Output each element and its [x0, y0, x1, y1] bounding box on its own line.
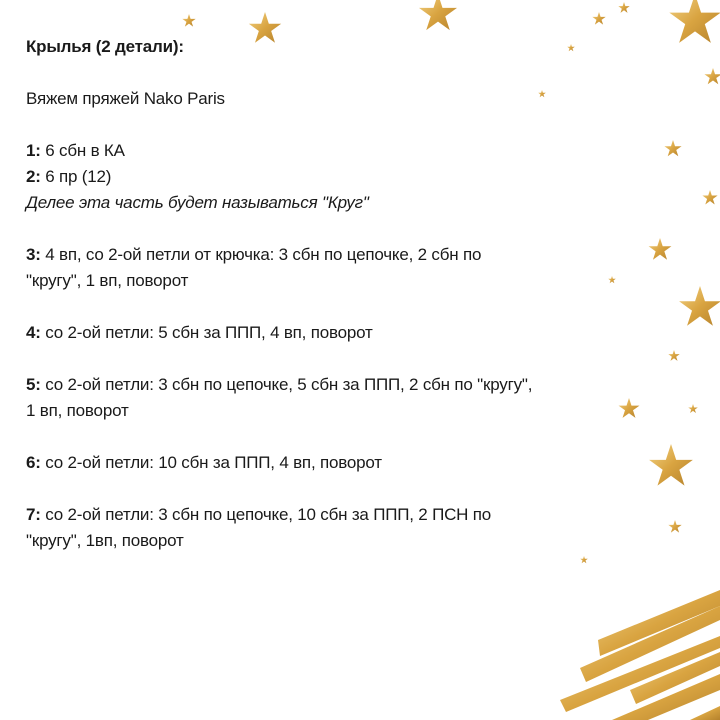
row-4: [26, 320, 626, 346]
row-number: 7:: [26, 505, 41, 524]
row-number: 2:: [26, 167, 41, 186]
star-icon: [668, 520, 681, 533]
row-number: 3:: [26, 245, 41, 264]
page-title: Крылья (2 детали):: [26, 37, 184, 56]
star-icon: [679, 286, 720, 326]
star-icon: [618, 2, 629, 13]
row-text: 6 сбн в КА: [40, 141, 125, 160]
star-icon: [669, 0, 720, 43]
pattern-text: [26, 34, 626, 554]
circle-note: Делее эта часть будет называться "Круг": [26, 193, 369, 212]
star-icon: [664, 140, 681, 156]
row-1: [26, 138, 626, 164]
row-3-continued: "кругу", 1 вп, поворот: [26, 271, 189, 290]
row-text: со 2-ой петли: 3 сбн по цепочке, 10 сбн за ППП, 2 ПСН по: [40, 505, 492, 524]
gold-brush-strokes: [560, 590, 720, 720]
row-text: со 2-ой петли: 3 сбн по цепочке, 5 сбн за ППП, 2 сбн по "кругу",: [40, 375, 533, 394]
row-text: 6 пр (12): [40, 167, 112, 186]
row-2: [26, 164, 626, 190]
star-icon: [704, 68, 720, 84]
row-7-continued: "кругу", 1вп, поворот: [26, 531, 184, 550]
star-icon: [592, 12, 605, 25]
row-number: 4:: [26, 323, 41, 342]
star-icon: [182, 14, 195, 27]
row-5: [26, 372, 626, 398]
row-number: 5:: [26, 375, 41, 394]
star-icon: [649, 238, 672, 260]
star-icon: [668, 350, 679, 361]
star-icon: [419, 0, 457, 30]
row-7: [26, 502, 626, 528]
star-icon: [688, 404, 698, 413]
star-icon: [649, 444, 693, 486]
star-icon: [702, 190, 717, 204]
row-text: со 2-ой петли: 10 сбн за ППП, 4 вп, поворот: [40, 453, 382, 472]
yarn-line: Вяжем пряжей Nako Paris: [26, 89, 225, 108]
row-5-continued: 1 вп, поворот: [26, 401, 129, 420]
row-3: [26, 242, 626, 268]
row-text: со 2-ой петли: 5 сбн за ППП, 4 вп, поворот: [40, 323, 373, 342]
row-number: 6:: [26, 453, 41, 472]
row-6: [26, 450, 626, 476]
star-icon: [580, 556, 588, 563]
row-text: 4 вп, со 2-ой петли от крючка: 3 сбн по цепочке, 2 сбн по: [40, 245, 482, 264]
row-number: 1:: [26, 141, 41, 160]
